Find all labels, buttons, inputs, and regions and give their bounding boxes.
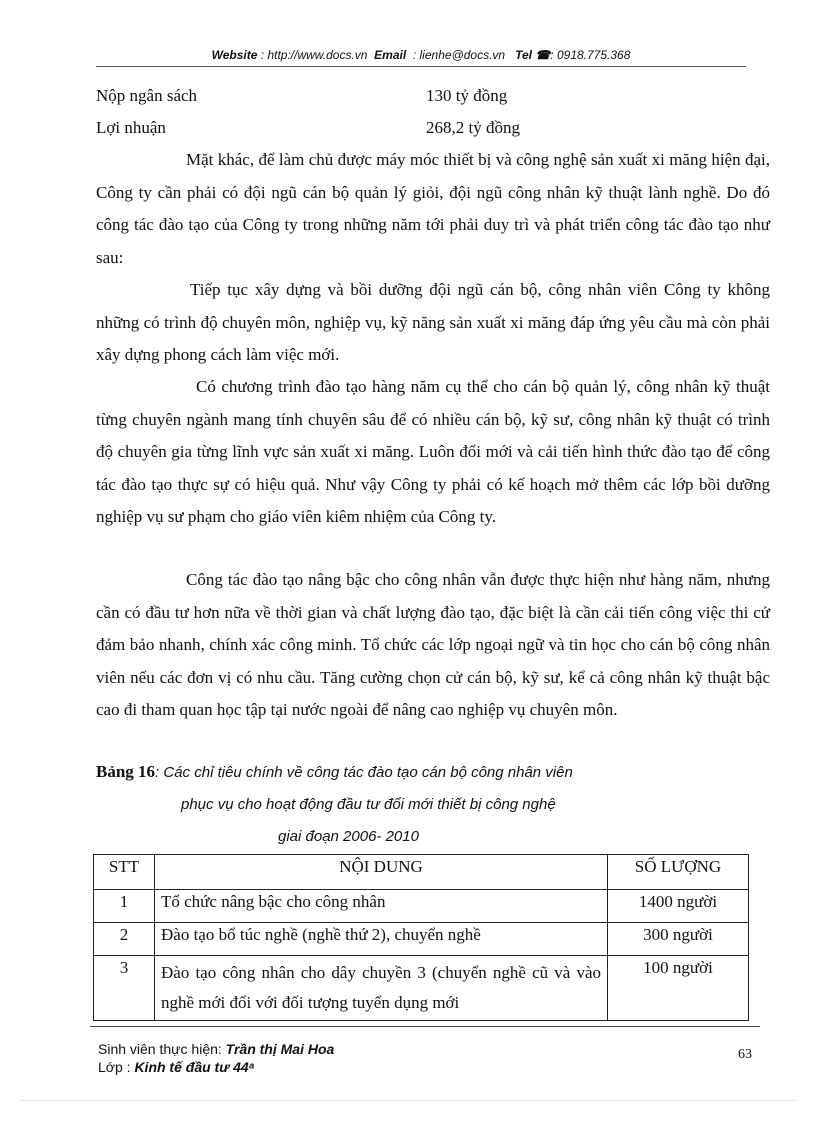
table-title-line2: phục vụ cho hoạt động đầu tư đổi mới thiết bị công nghệ bbox=[181, 796, 556, 813]
figure-row-profit bbox=[96, 118, 520, 138]
page-number: 63 bbox=[738, 1047, 752, 1062]
student-name: Trần thị Mai Hoa bbox=[225, 1041, 335, 1057]
table-header-row bbox=[94, 855, 749, 890]
paragraph-2 bbox=[96, 274, 770, 372]
email-label: Email bbox=[374, 48, 407, 62]
website-label: Website bbox=[211, 48, 258, 62]
figure-label: Lợi nhuận bbox=[96, 118, 166, 137]
cell-qty: 100 người bbox=[608, 956, 749, 1021]
training-table bbox=[93, 854, 749, 1021]
figure-value: 268,2 tỷ đồng bbox=[426, 118, 520, 137]
student-label: Sinh viên thực hiện: bbox=[98, 1041, 222, 1057]
footer-divider bbox=[90, 1026, 760, 1027]
cell-qty: 300 người bbox=[608, 923, 749, 956]
header-content: NỘI DUNG bbox=[155, 855, 608, 890]
figure-label: Nộp ngân sách bbox=[96, 86, 198, 105]
table-row bbox=[94, 956, 749, 1021]
header-divider bbox=[96, 66, 746, 67]
header-qty: SỐ LƯỢNG bbox=[608, 855, 749, 890]
website-value: http://www.docs.vn bbox=[267, 48, 368, 62]
cell-qty: 1400 người bbox=[608, 890, 749, 923]
class-value: Kinh tế đầu tư 44ᵃ bbox=[134, 1059, 255, 1075]
paragraph-1 bbox=[96, 144, 770, 274]
page-header: Website : http://www.docs.vn Email : lienhe@docs.vn Tel ☎: 0918.775.368 bbox=[211, 48, 631, 62]
paragraph-text: Tiếp tục xây dựng và bồi dưỡng đội ngũ cán bộ, công nhân viên Công ty không những có trình độ chuyên môn, nghiệp vụ, kỹ năng sản xuất xi măng đáp ứng yêu cầu mà còn phải xây dựng phong cách làm việc mới. bbox=[96, 280, 770, 365]
table-title-line1: : Các chỉ tiêu chính về công tác đào tạo cán bộ công nhân viên bbox=[155, 764, 573, 781]
header-stt: STT bbox=[94, 855, 155, 890]
cell-stt: 1 bbox=[94, 890, 155, 923]
cell-content: Tổ chức nâng bậc cho công nhân bbox=[155, 890, 608, 923]
figure-value: 130 tỷ đồng bbox=[426, 86, 508, 105]
table-row bbox=[94, 923, 749, 956]
tel-value: 0918.775.368 bbox=[556, 48, 631, 62]
paragraph-4 bbox=[96, 564, 770, 727]
table-row bbox=[94, 890, 749, 923]
paragraph-text: Mặt khác, để làm chủ được máy móc thiết bị và công nghệ sản xuất xi măng hiện đại, Công ty cần phải có đội ngũ cán bộ quản lý giỏi, đội ngũ công nhân kỹ thuật lành nghề. Do đó công tác đào tạo của Công ty trong những năm tới phải duy trì và phát triển công tác đào tạo như sau: bbox=[96, 150, 770, 267]
table-title-line3: giai đoạn 2006- 2010 bbox=[278, 828, 419, 845]
cell-stt: 3 bbox=[94, 956, 155, 1021]
table-label: Bảng 16 bbox=[96, 762, 156, 781]
paragraph-text: Công tác đào tạo nâng bậc cho công nhân vẫn được thực hiện như hàng năm, nhưng cần có đầu tư hơn nữa về thời gian và chất lượng đào tạo, đặc biệt là cần cải tiến công việc thi cử đảm bảo nhanh, chính xác công minh. Tổ chức các lớp ngoại ngữ và tin học cho cán bộ công nhân viên nếu các đơn vị có nhu cầu. Tăng cường chọn cử cán bộ, kỹ sư, kể cả công nhân kỹ thuật bậc cao đi tham quan học tập tại nước ngoài để nâng cao nghiệp vụ chuyên môn. bbox=[96, 570, 770, 720]
paragraph-text: Có chương trình đào tạo hàng năm cụ thể cho cán bộ quản lý, công nhân kỹ thuật từng chuyên ngành mang tính chuyên sâu để có nhiều cán bộ, kỹ sư, công nhân kỹ thuật có trình độ chuyên gia từng lĩnh vực sản xuất xi măng. Luôn đổi mới và cải tiến hình thức đào tạo để công tác đào tạo thực sự có hiệu quả. Như vậy Công ty phải có kế hoạch mở thêm các lớp bồi dưỡng nghiệp vụ sư phạm cho giáo viên kiêm nhiệm của Công ty. bbox=[96, 377, 770, 527]
cell-content: Đào tạo công nhân cho dây chuyền 3 (chuyển nghề cũ và vào nghề mới đối với đối tượng tuyển dụng mới bbox=[155, 956, 608, 1021]
cell-stt: 2 bbox=[94, 923, 155, 956]
cell-content: Đào tạo bổ túc nghề (nghề thứ 2), chuyển nghề bbox=[155, 923, 608, 956]
page-footer bbox=[98, 1040, 334, 1076]
tel-label: Tel ☎ bbox=[515, 48, 551, 62]
table-caption bbox=[96, 756, 770, 853]
email-value: lienhe@docs.vn bbox=[419, 48, 506, 62]
paragraph-3 bbox=[96, 371, 770, 534]
class-label: Lớp : bbox=[98, 1059, 131, 1075]
page-bottom-border bbox=[20, 1100, 796, 1101]
figure-row-budget bbox=[96, 86, 508, 106]
